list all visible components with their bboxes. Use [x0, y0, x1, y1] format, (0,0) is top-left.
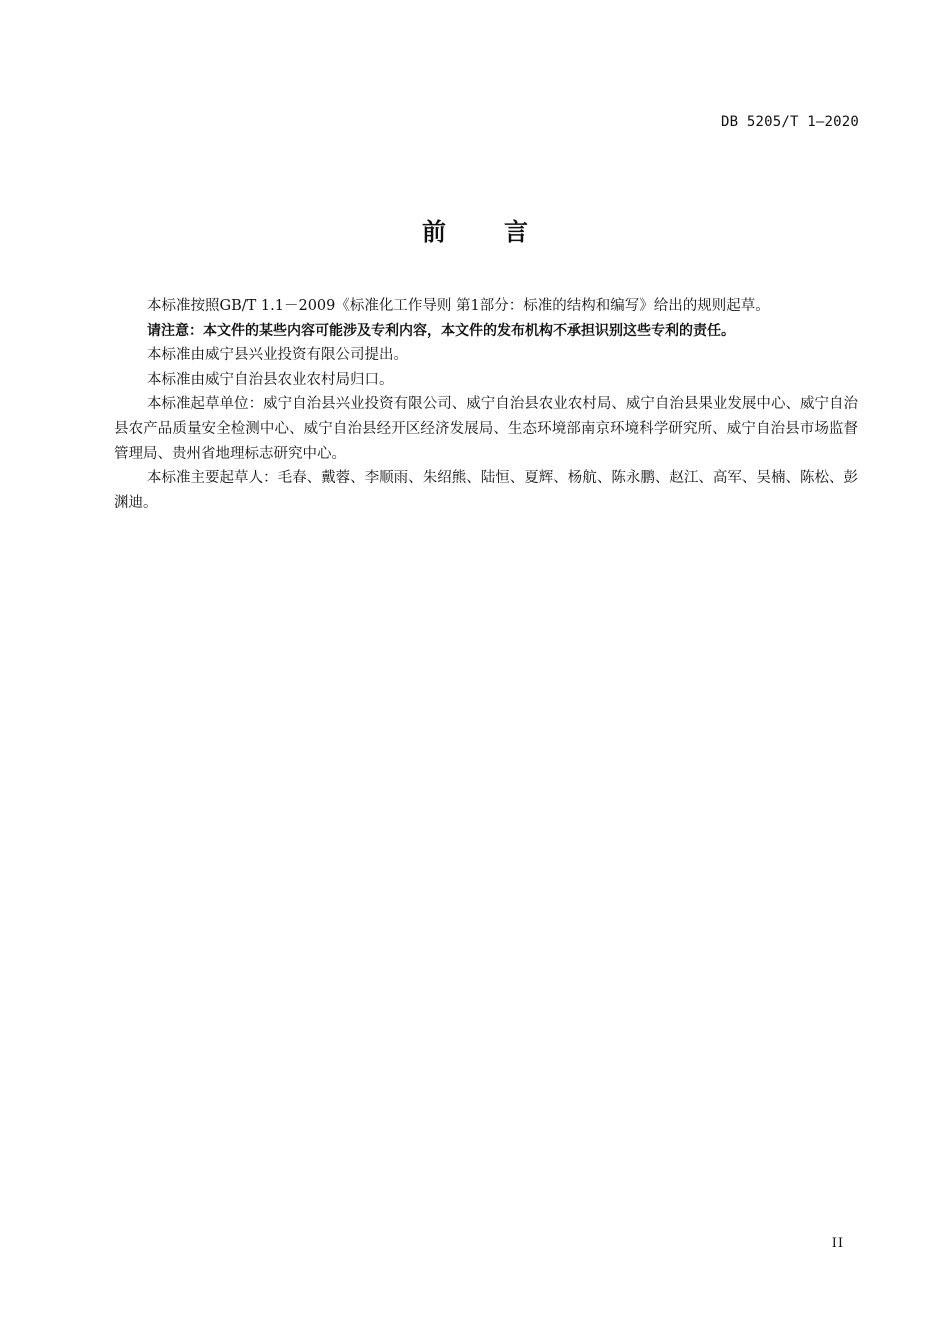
- paragraph-drafting-rules: 本标准按照GB/T 1.1－2009《标准化工作导则 第1部分：标准的结构和编写》给出的规则起草。: [147, 298, 770, 314]
- paragraph-proposer: 本标准由威宁县兴业投资有限公司提出。: [147, 347, 408, 364]
- section-title: 前言: [422, 218, 586, 246]
- paragraph-drafting-units: 本标准起草单位：威宁自治县兴业投资有限公司、威宁自治县农业农村局、威宁自治县果业发展中心、威宁自治县农产品质量安全检测中心、威宁自治县经开区经济发展局、生态环境部南京环境科学研究所、威宁自治县市场监督管理局、贵州省地理标志研究中心。: [114, 396, 858, 462]
- paragraph-administrator: 本标准由威宁自治县农业农村局归口。: [147, 371, 394, 388]
- standard-number: DB 5205/T 1—2020: [720, 114, 859, 130]
- page-number: II: [831, 1236, 844, 1251]
- paragraph-patent-notice: 请注意：本文件的某些内容可能涉及专利内容，本文件的发布机构不承担识别这些专利的责任。: [147, 322, 735, 339]
- paragraph-main-drafters: 本标准主要起草人：毛春、戴蓉、李顺雨、朱绍熊、陆恒、夏辉、杨航、陈永鹏、赵江、高军、吴楠、陈松、彭渊迪。: [114, 470, 858, 511]
- foreword-body: [114, 294, 858, 515]
